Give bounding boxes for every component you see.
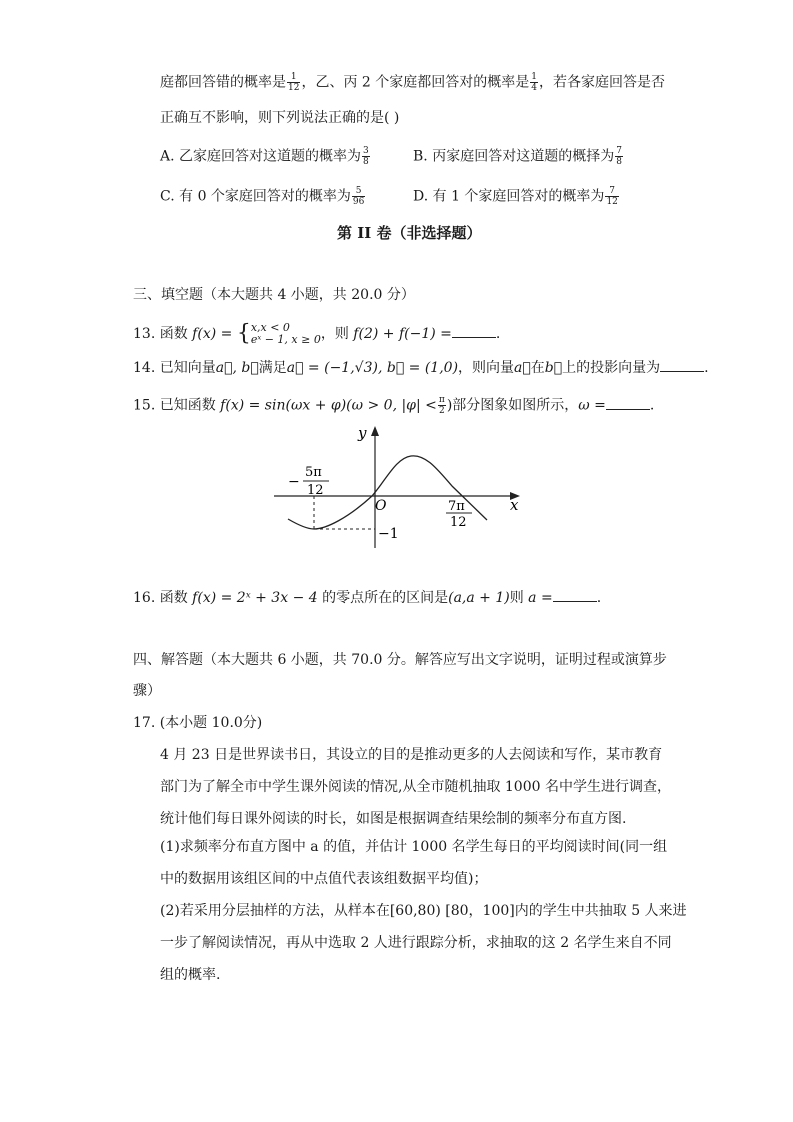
q17-para-3: 统计他们每日课外阅读的时长，如图是根据调查结果绘制的频率分布直方图. (160, 811, 627, 827)
piecewise-cases: x,x < 0 eˣ − 1, x ≥ 0 (250, 321, 321, 346)
fraction: $\frac{1}{12}$ (288, 72, 300, 93)
q17-para-2: 部门为了解全市中学生课外阅读的情况,从全市随机抽取 1000 名中学生进行调查， (160, 779, 671, 795)
section4-title-line1: 四、解答题（本大题共 6 小题，共 70.0 分。解答应写出文字说明，证明过程或演算步 (133, 652, 667, 668)
q12-option-d[interactable]: D. 有 1 个家庭回答对的概率为 $\frac{7}{12}$ (413, 186, 618, 207)
answer-blank[interactable] (660, 359, 704, 372)
y-axis-label: y (358, 424, 367, 442)
sine-graph (270, 422, 530, 550)
q17-head: 17. (本小题 10.0分) (133, 715, 263, 731)
q15: 15. 已知函数 f(x) = sin(ωx + φ)(ω > 0, |φ| < $\frac{\pi}{2}$ )部分图象如图所示，ω = . (133, 395, 655, 416)
q12-option-a[interactable]: A. 乙家庭回答对这道题的概率为 $\frac{3}{8}$ (160, 146, 369, 167)
section4-title-line2: 骤） (133, 683, 161, 699)
q12-option-c[interactable]: C. 有 0 个家庭回答对的概率为 $\frac{5}{96}$ (160, 186, 365, 207)
left-label-sign: − (288, 474, 300, 490)
right-label-den: 12 (450, 515, 467, 530)
answer-blank[interactable] (452, 325, 496, 338)
q12-line1: 庭都回答错的概率是 $\frac{1}{12}$ ，乙、丙 2 个家庭都回答对的概率是 $\frac{1}{4}$ ，若各家庭回答是否 (160, 72, 665, 93)
answer-blank[interactable] (606, 397, 650, 410)
q12-line2: 正确互不影响，则下列说法正确的是( ) (160, 110, 400, 126)
q17-para-7: 一步了解阅读情况，再从中选取 2 人进行跟踪分析，求抽取的这 2 名学生来自不同 (160, 935, 672, 951)
answer-blank[interactable] (553, 589, 597, 602)
y-axis-arrow (371, 426, 379, 436)
q17-para-5: 中的数据用该组区间的中点值代表该组数据平均值)； (160, 871, 488, 887)
q16: 16. 函数 f(x) = 2ˣ + 3x − 4 的零点所在的区间是(a,a + 1)则 a = . (133, 590, 602, 606)
left-label-den: 12 (307, 483, 324, 498)
q12-option-b[interactable]: B. 丙家庭回答对这道题的概择为 $\frac{7}{8}$ (413, 146, 622, 167)
part2-title: 第 II 卷（非选择题） (337, 224, 482, 242)
q13: 13. 函数 f(x) = { x,x < 0 eˣ − 1, x ≥ 0 ，则 f(2) + f(−1) = . (133, 321, 501, 346)
right-label-num: 7π (448, 499, 465, 514)
q17-para-4: (1)求频率分布直方图中 a 的值，并估计 1000 名学生每日的平均阅读时间(同一组 (160, 839, 668, 855)
q17-para-8: 组的概率. (160, 967, 221, 983)
q17-para-6: (2)若采用分层抽样的方法，从样本在[60,80) [80，100]内的学生中共抽取 5 人来进 (160, 903, 687, 919)
q14: 14. 已知向量a⃗, b⃗满足a⃗ = (−1,√3), b⃗ = (1,0)，则向量a⃗在b⃗上的投影向量为 . (133, 360, 709, 376)
fraction: $\frac{1}{4}$ (531, 72, 537, 93)
min-label: −1 (378, 526, 399, 542)
q17-para-1: 4 月 23 日是世界读书日，其设立的目的是推动更多的人去阅读和写作，某市教育 (160, 747, 663, 763)
origin-label: O (375, 498, 387, 514)
section3-title: 三、填空题（本大题共 4 小题，共 20.0 分） (133, 287, 415, 303)
piecewise-brace: { (236, 321, 251, 346)
x-axis-label: x (510, 496, 519, 514)
left-label-num: 5π (305, 465, 322, 480)
